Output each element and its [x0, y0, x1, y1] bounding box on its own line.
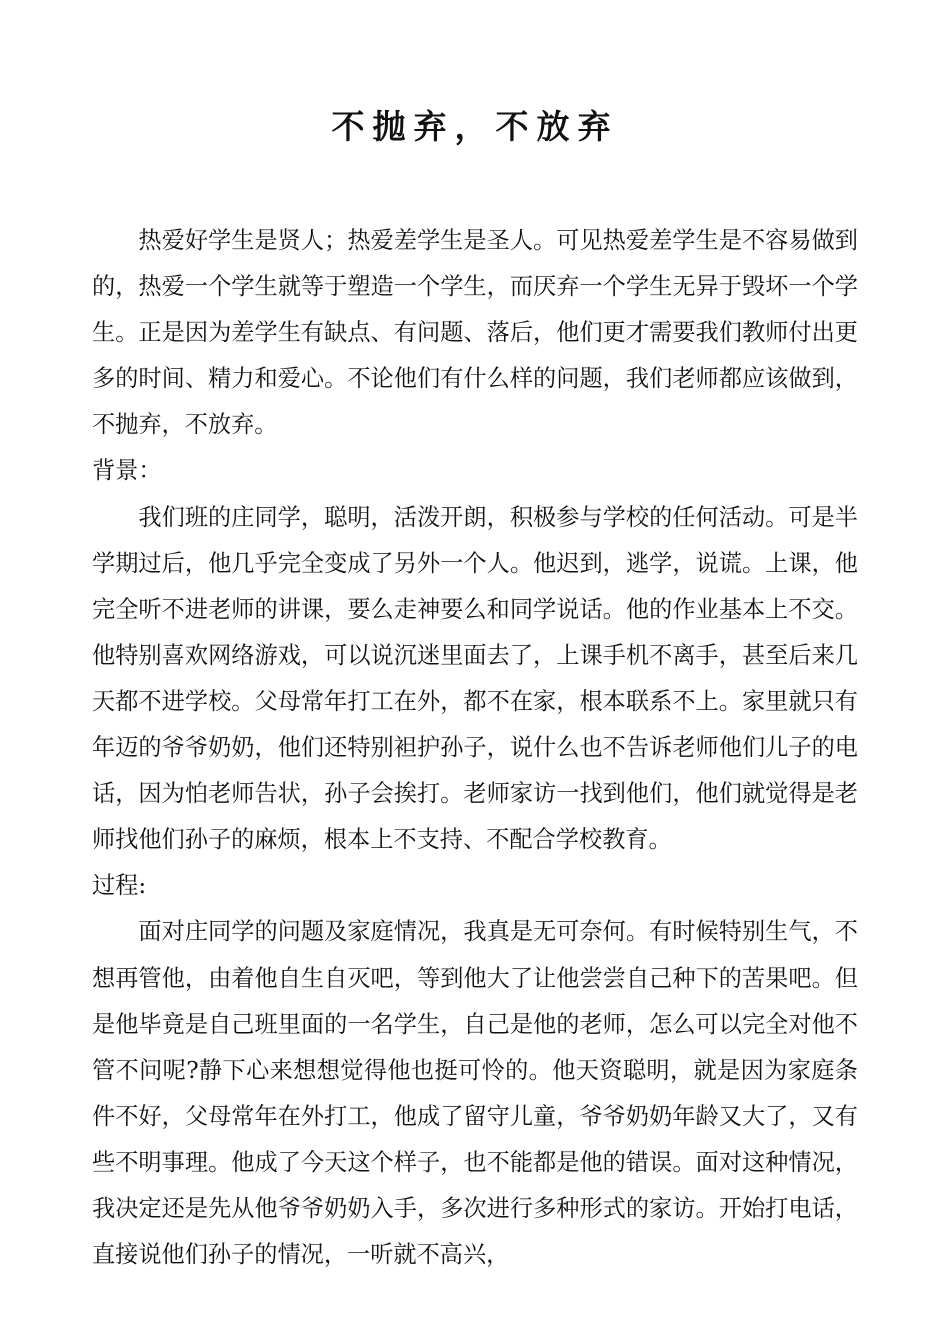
intro-paragraph: 热爱好学生是贤人；热爱差学生是圣人。可见热爱差学生是不容易做到的，热爱一个学生就等于塑造一个学生，而厌弃一个学生无异于毁坏一个学生。正是因为差学生有缺点、有问题、落后，他们更才需要我们教师付出更多的时间、精力和爱心。不论他们有什么样的问题，我们老师都应该做到，不抛弃，不放弃。	[92, 227, 858, 439]
process-heading: 过程:	[92, 872, 147, 900]
process-paragraph: 面对庄同学的问题及家庭情况，我真是无可奈何。有时候特别生气，不想再管他，由着他自生自灭吧，等到他大了让他尝尝自己种下的苦果吧。但是他毕竟是自己班里面的一名学生，自己是他的老师，怎么可以完全对他不管不问呢?静下心来想想觉得他也挺可怜的。他天资聪明，就是因为家庭条件不好，父母常年在外打工，他成了留守儿童，爷爷奶奶年龄又大了，又有些不明事理。他成了今天这个样子，也不能都是他的错误。面对这种情况，我决定还是先从他爷爷奶奶入手，多次进行多种形式的家访。开始打电话，直接说他们孙子的情况，一听就不高兴，	[92, 918, 858, 1269]
background-heading: 背景：	[92, 457, 162, 485]
background-paragraph: 我们班的庄同学，聪明，活泼开朗，积极参与学校的任何活动。可是半学期过后，他几乎完全变成了另外一个人。他迟到，逃学，说谎。上课，他完全听不进老师的讲课，要么走神要么和同学说话。他的作业基本上不交。他特别喜欢网络游戏，可以说沉迷里面去了，上课手机不离手，甚至后来几天都不进学校。父母常年打工在外，都不在家，根本联系不上。家里就只有年迈的爷爷奶奶，他们还特别袒护孙子，说什么也不告诉老师他们儿子的电话，因为怕老师告状，孙子会挨打。老师家访一找到他们，他们就觉得是老师找他们孙子的麻烦，根本上不支持、不配合学校教育。	[92, 503, 858, 854]
document-body	[92, 218, 858, 1278]
document-title: 不抛弃，不放弃	[331, 107, 619, 146]
